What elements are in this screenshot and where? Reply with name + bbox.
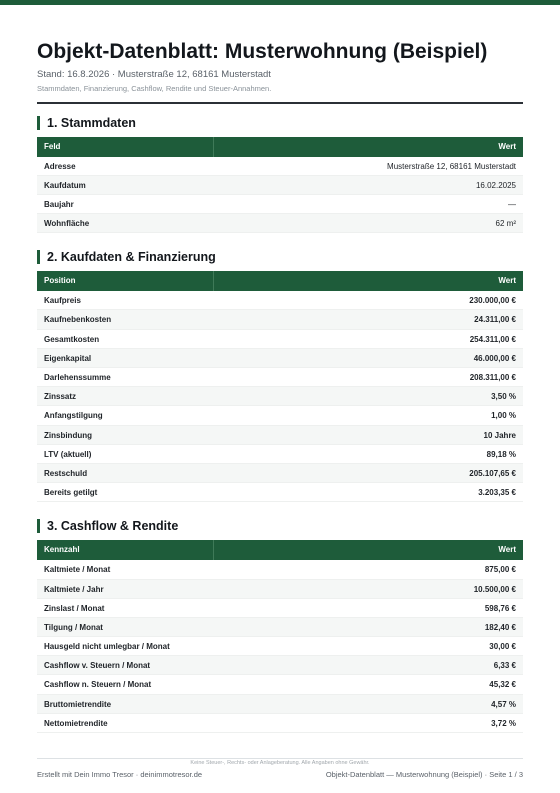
row-value: —	[508, 199, 516, 209]
row-label: Kaltmiete / Jahr	[44, 584, 104, 594]
row-value: 3.203,35 €	[478, 488, 516, 498]
table-row	[37, 176, 523, 195]
table-cashflow	[37, 540, 523, 733]
row-value: 10 Jahre	[483, 430, 516, 440]
table-finanzierung	[37, 271, 523, 502]
header-divider	[37, 102, 523, 104]
row-value: 6,33 €	[493, 661, 516, 671]
table-row	[37, 291, 523, 310]
row-label: Tilgung / Monat	[44, 622, 103, 632]
row-label: Kaufpreis	[44, 296, 81, 306]
table-row	[37, 464, 523, 483]
page-subtitle: Stand: 16.8.2026 · Musterstraße 12, 68161 Musterstadt	[37, 69, 271, 80]
row-value: 24.311,00 €	[474, 315, 516, 325]
page-title: Objekt-Datenblatt: Musterwohnung (Beispiel)	[37, 40, 488, 63]
row-label: LTV (aktuell)	[44, 449, 92, 459]
row-label: Eigenkapital	[44, 353, 92, 363]
row-value: 254.311,00 €	[469, 334, 516, 344]
row-value: 4,57 %	[491, 699, 516, 709]
row-value: 46.000,00 €	[473, 353, 516, 363]
table-row	[37, 368, 523, 387]
page-description: Stammdaten, Finanzierung, Cashflow, Rendite und Steuer-Annahmen.	[37, 84, 272, 93]
row-label: Kaltmiete / Monat	[44, 565, 111, 575]
footer-disclaimer: Keine Steuer-, Rechts- oder Anlageberatung. Alle Angaben ohne Gewähr.	[190, 760, 370, 766]
table-body	[37, 157, 523, 234]
row-label: Darlehenssumme	[44, 373, 111, 382]
column-header-label: Feld	[37, 137, 214, 157]
table-row	[37, 330, 523, 349]
row-value: 182,40 €	[484, 622, 516, 632]
row-value: 3,72 %	[491, 718, 516, 728]
table-row	[37, 675, 523, 694]
table-row	[37, 618, 523, 637]
table-body	[37, 560, 523, 733]
table-row	[37, 195, 523, 214]
table-header	[37, 271, 523, 291]
row-label: Adresse	[44, 161, 76, 171]
table-row	[37, 349, 523, 368]
footer-page-info: Objekt-Datenblatt — Musterwohnung (Beispiel) · Seite 1 / 3	[325, 770, 523, 779]
table-row	[37, 656, 523, 675]
table-header	[37, 137, 523, 157]
row-value: 3,50 %	[491, 392, 516, 402]
row-label: Anfangstilgung	[44, 411, 103, 421]
top-accent-bar	[0, 0, 560, 5]
column-header-label: Position	[37, 271, 214, 291]
table-row	[37, 637, 523, 656]
row-value: Musterstraße 12, 68161 Musterstadt	[387, 161, 516, 171]
table-row	[37, 214, 523, 233]
table-row	[37, 310, 523, 329]
table-row	[37, 695, 523, 714]
column-header-value: Wert	[498, 141, 516, 151]
row-label: Bereits getilgt	[44, 488, 98, 498]
footer-divider	[37, 758, 523, 759]
column-header-label: Kennzahl	[37, 540, 214, 560]
table-row	[37, 714, 523, 733]
row-value: 205.107,65 €	[469, 468, 516, 478]
row-value: 30,00 €	[489, 642, 516, 652]
row-value: 10.500,00 €	[473, 584, 516, 594]
row-label: Bruttomietrendite	[44, 699, 112, 709]
table-row	[37, 560, 523, 579]
row-label: Kaufnebenkosten	[44, 315, 112, 325]
row-value: 89,18 %	[486, 449, 516, 459]
section-title-stammdaten: 1. Stammdaten	[37, 116, 523, 130]
row-label: Wohnfläche	[44, 219, 90, 229]
table-row	[37, 483, 523, 502]
row-value: 208.311,00 €	[469, 373, 516, 382]
table-body	[37, 291, 523, 502]
table-row	[37, 580, 523, 599]
row-value: 1,00 %	[491, 411, 516, 421]
row-label: Restschuld	[44, 468, 88, 478]
column-header-value: Wert	[498, 545, 516, 555]
row-value: 62 m²	[495, 219, 516, 229]
row-value: 875,00 €	[484, 565, 516, 575]
document-page	[37, 40, 523, 733]
row-label: Baujahr	[44, 199, 74, 209]
row-label: Cashflow v. Steuern / Monat	[44, 661, 151, 671]
section-title-finanzierung: 2. Kaufdaten & Finanzierung	[37, 250, 523, 264]
table-row	[37, 445, 523, 464]
row-value: 598,76 €	[484, 603, 516, 613]
row-label: Zinssatz	[44, 392, 77, 402]
table-row	[37, 157, 523, 176]
row-label: Gesamtkosten	[44, 334, 100, 344]
row-value: 16.02.2025	[475, 180, 516, 190]
row-value: 230.000,00 €	[469, 296, 516, 306]
footer-credit: Erstellt mit Dein Immo Tresor · deinimmotresor.de	[37, 770, 203, 779]
table-row	[37, 599, 523, 618]
table-row	[37, 406, 523, 425]
row-label: Zinslast / Monat	[44, 603, 105, 613]
row-label: Hausgeld nicht umlegbar / Monat	[44, 642, 170, 652]
row-value: 45,32 €	[489, 680, 516, 690]
table-row	[37, 387, 523, 406]
row-label: Zinsbindung	[44, 430, 92, 440]
column-header-value: Wert	[498, 276, 516, 286]
table-header	[37, 540, 523, 560]
section-title-cashflow: 3. Cashflow & Rendite	[37, 519, 523, 533]
row-label: Cashflow n. Steuern / Monat	[44, 680, 152, 690]
row-label: Nettomietrendite	[44, 718, 108, 728]
table-row	[37, 426, 523, 445]
table-stammdaten	[37, 137, 523, 234]
row-label: Kaufdatum	[44, 180, 86, 190]
